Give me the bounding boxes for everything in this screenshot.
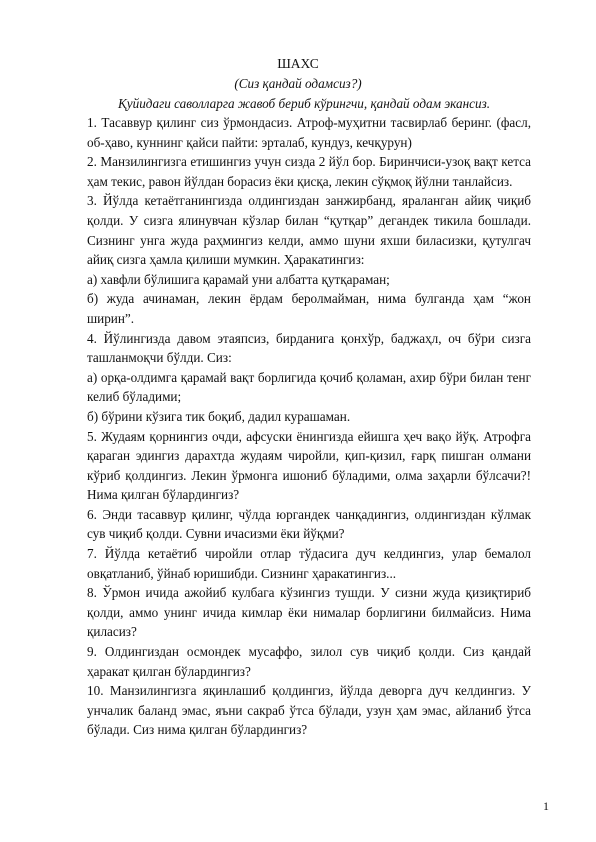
answer-option-3b: б) жуда ачинаман, лекин ёрдам беролмайман, нима булганда ҳам “жон ширин”. xyxy=(87,291,531,326)
question-2: 2. Манзилингизга етишингиз учун сизда 2 йўл бор. Биринчиси-узоқ вақт кетса ҳам текис, равон йўлдан борасиз ёки қисқа, лекин сўқмоқ йўлни танлайсиз. xyxy=(87,154,531,189)
question-6: 6. Энди тасаввур қилинг, чўлда юргандек чанқадингиз, олдингиздан кўлмак сув чиқиб қолди. Сувни ичасизми ёки йўқми? xyxy=(87,506,531,542)
question-7: 7. Йўлда кетаётиб чиройли отлар тўдасига дуч келдингиз, улар бемалол овқатланиб, ўйнаб юришибди. Сизнинг ҳаракатингиз... xyxy=(87,546,531,581)
document-subtitle: (Сиз қандай одамсиз?) xyxy=(234,76,362,91)
page-number: 1 xyxy=(543,799,549,813)
answer-option-3a: а) хавфли бўлишига қарамай уни албатта қутқараман; xyxy=(87,271,390,287)
question-3: 3. Йўлда кетаётганингизда олдингиздан занжирбанд, яраланган айиқ чиқиб қолди. У сизга ялинувчан кўзлар билан “қутқар” дегандек тикила бошлади. Сизнинг унга жуда раҳмингиз келди, аммо шуни яхши биласизки, қутулгач айиқ сизга ҳамла қилиши мумкин. Ҳаракатингиз: xyxy=(87,193,531,268)
question-1: 1. Тасаввур қилинг сиз ўрмондасиз. Атроф-муҳитни тасвирлаб беринг. (фасл, об-ҳаво, куннинг қайси пайти: эрталаб, кундуз, кечқурун) xyxy=(87,115,531,150)
question-5: 5. Жудаям қорнингиз очди, афсуски ёнингизда ейишга ҳеч вақо йўқ. Атрофга қараган эдингиз дарахтда жудаям чиройли, қип-қизил, ғарқ пишган олмани кўриб қолдингиз. Лекин ўрмонга ишониб бўладими, олма заҳарли бўлсачи?! Нима қилган бўлардингиз? xyxy=(87,428,531,503)
answer-option-4b: б) бўрини кўзига тик боқиб, дадил курашаман. xyxy=(87,408,351,424)
instruction-line: Қуйидаги саволларга жавоб бериб кўрингчи, қандай одам экансиз. xyxy=(118,96,491,111)
question-9: 9. Олдингиздан осмондек мусаффо, зилол сув чиқиб қолди. Сиз қандай ҳаракат қилган бўлардингиз? xyxy=(87,644,531,679)
answer-option-4a: а) орқа-олдимга қарамай вақт борлигида қочиб қоламан, ахир бўри билан тенг келиб бўладими; xyxy=(87,369,531,405)
question-10: 10. Манзилингизга яқинлашиб қолдингиз, йўлда деворга дуч келдингиз. У унчалик баланд эмас, яъни сакраб ўтса бўлади, узун ҳам эмас, айланиб ўтса бўлади. Сиз нима қилган бўлардингиз? xyxy=(87,683,531,738)
document-title: ШАХС xyxy=(277,56,319,71)
question-4: 4. Йўлингизда давом этаяпсиз, бирданига қонхўр, баджаҳл, оч бўри сизга ташланмоқчи бўлди. Сиз: xyxy=(87,330,531,366)
question-list xyxy=(87,113,531,740)
question-8: 8. Ўрмон ичида ажойиб кулбага кўзингиз тушди. У сизни жуда қизиқтириб қолди, аммо унинг ичида кимлар ёки нималар борлигини билмайсиз. Нима қиласиз? xyxy=(87,585,531,640)
